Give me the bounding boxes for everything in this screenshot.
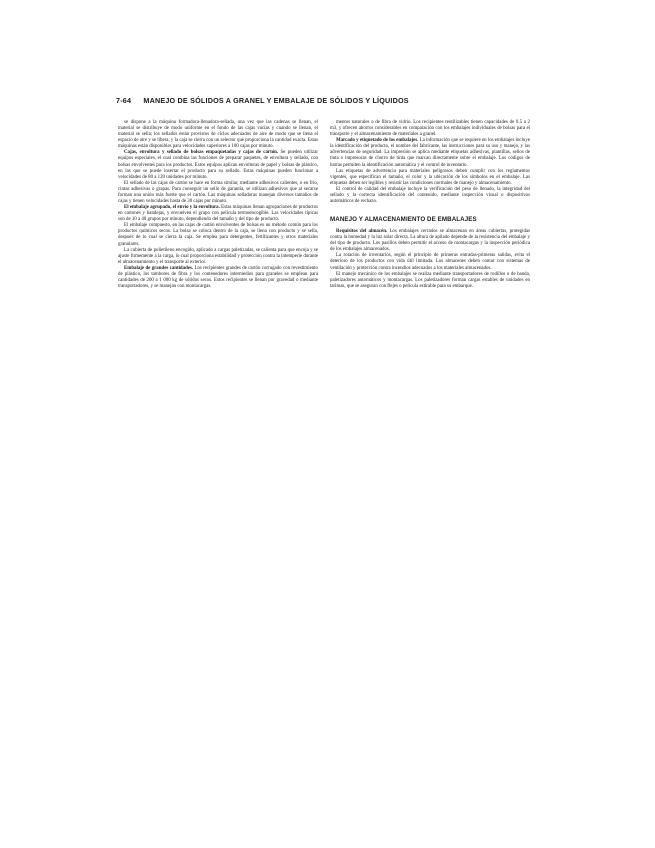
run-in-heading: Marcado y etiquetado de los embalajes. — [336, 138, 419, 144]
run-in-heading: Cajas, envoltura y sellado de bolsas empaquetadas y cajas de cartón. — [124, 150, 279, 156]
paragraph: El embalaje compuesto, en las cajas de cartón envolventes de bolsas es un método común para los productos químicos secos. La bolsa se coloca dentro de la caja, se llena con producto y se sella, después de lo cual se cierra la caja. Se emplea para detergentes, fertilizantes y otros materiales granulares. — [118, 223, 318, 247]
paragraph: se dispone a la máquina formadora-llenadora-sellada, una vez que las cadenas se llenan, el material se distribuye de modo uniforme en el fondo de las cajas vacías y cuando se llenan, el material se sella; los sellados están provistos de ciclos adecuados de aire de modo que se llena el espacio de aire y se libera, y la caja se cierra con un selector que proporciona la cantidad exacta. Estas máquinas están disponibles para velocidades superiores a 100 cajas por minuto. — [118, 120, 318, 150]
paragraph: El control de calidad del embalaje incluye la verificación del peso de llenado, la integridad del sellado y la correcta identificación del contenido, mediante inspección visual o dispositivos automáticos de rechazo. — [330, 186, 530, 205]
paragraph: El sellado de las cajas de cartón se hace en forma similar, mediante adhesivos calientes, o en frío, cintas adhesivas o grapas. Para conseguir un sello de garantía, se utilizan adhesivos que al secarse forman una unión más fuerte que el cartón. Las máquinas selladoras manejan diversos tamaños de cajas y tienen velocidades hasta de 30 cajas por minuto. — [118, 180, 318, 205]
paragraph — [118, 150, 318, 180]
running-title: MANEJO DE SÓLIDOS A GRANEL Y EMBALAJE DE SÓLIDOS Y LÍQUIDOS — [143, 96, 409, 105]
paragraph: El manejo mecánico de los embalajes se realiza mediante transportadores de rodillos o de banda, paletizadores automáticos y montacargas. Los paletizadores forman cargas estables de unidades en tarimas, que se aseguran con flejes o película estirable para su embarque. — [330, 271, 530, 289]
run-in-heading: El embalaje agrupado, el envío y la envoltura. — [124, 205, 220, 211]
paragraph: La rotación de inventarios, según el principio de primeras entradas-primeras salidas, evita el deterioro de los productos con vida útil limitada. Los almacenes deben contar con sistemas de ventilación y protección contra incendios adecuados a los materiales almacenados. — [330, 253, 530, 271]
paragraph — [330, 229, 530, 253]
paragraph — [118, 205, 318, 223]
run-in-heading: Requisitos del almacén. — [336, 229, 388, 235]
page-number: 7-64 — [116, 96, 132, 105]
paragraph-text: Los recipientes grandes de cartón corrugado con revestimiento de plástico, los tambores de fibra y los contenedores intermedios para graneles se emplean para cantidades de 200 a 1 000 kg de sólidos secos. Estos recipientes se llenan por gravedad o mediante transportadores, y se manejan con montacargas. — [118, 265, 318, 290]
run-in-heading: Embalaje de grandes cantidades. — [124, 265, 194, 271]
paragraph: Las etiquetas de advertencia para materiales peligrosos deben cumplir con los reglamentos vigentes, que especifican el tamaño, el color y la ubicación de los símbolos en el embalaje. Las etiquetas deben ser legibles y resistir las condiciones normales de manejo y almacenamiento. — [330, 168, 530, 186]
paragraph — [118, 266, 318, 290]
right-column — [330, 120, 530, 620]
page-header — [116, 96, 556, 108]
paragraph — [330, 138, 530, 168]
paragraph-text: Se pueden utilizar equipos especiales, el cual combina las funciones de preparar paquetes, de envoltura y sellado, con bolsas envolventes para los productos. Estos equipos aplican envolturas de papel y bolsas de plástico, en las que se puede insertar el producto para su sellado. Estas máquinas pueden funcionar a velocidades de 80 a 120 unidades por minuto. — [118, 150, 318, 180]
paragraph: mentos naturales o de fibra de vidrio. Los recipientes reutilizables tienen capacidades de 0.5 a 2 m3, y ofrecen ahorros considerables en comparación con los embalajes individuales de bolsas para el transporte y el almacenamiento de materiales a granel. — [330, 120, 530, 138]
paragraph: La cubierta de polietileno encogido, aplicado a cargas paletizadas, se calienta para que encoja y se ajuste firmemente a la carga, lo cual proporciona estabilidad y protección contra la intemperie durante el almacenamiento y el transporte al exterior. — [118, 247, 318, 265]
left-column — [118, 120, 318, 735]
paragraph-text: La información que se requiere en los embalajes incluye la identificación del producto, el nombre del fabricante, las instrucciones para su uso y manejo, y las advertencias de seguridad. La impresión se aplica mediante etiquetas adhesivas, plantillas, sellos de tinta o impresoras de chorro de tinta que marcan directamente sobre el embalaje. Los códigos de barras permiten la identificación automática y el control de inventario. — [330, 138, 530, 168]
paragraph-text: Los embalajes cerrados se almacenan en áreas cubiertas, protegidas contra la humedad y la luz solar directa. La altura de apilado depende de la resistencia del embalaje y del tipo de producto. Los pasillos deben permitir el acceso de montacargas y la inspección periódica de los embalajes almacenados. — [330, 229, 530, 253]
section-heading: MANEJO Y ALMACENAMIENTO DE EMBALAJES — [330, 216, 477, 224]
paragraph-text: Estas máquinas llenan agrupaciones de productos en cartones y bandejas, y envuelven el grupo con película termoencogible. Las velocidades típicas son de 10 a 40 grupos por minuto, dependiendo del tamaño y del tipo de producto. — [118, 205, 318, 223]
